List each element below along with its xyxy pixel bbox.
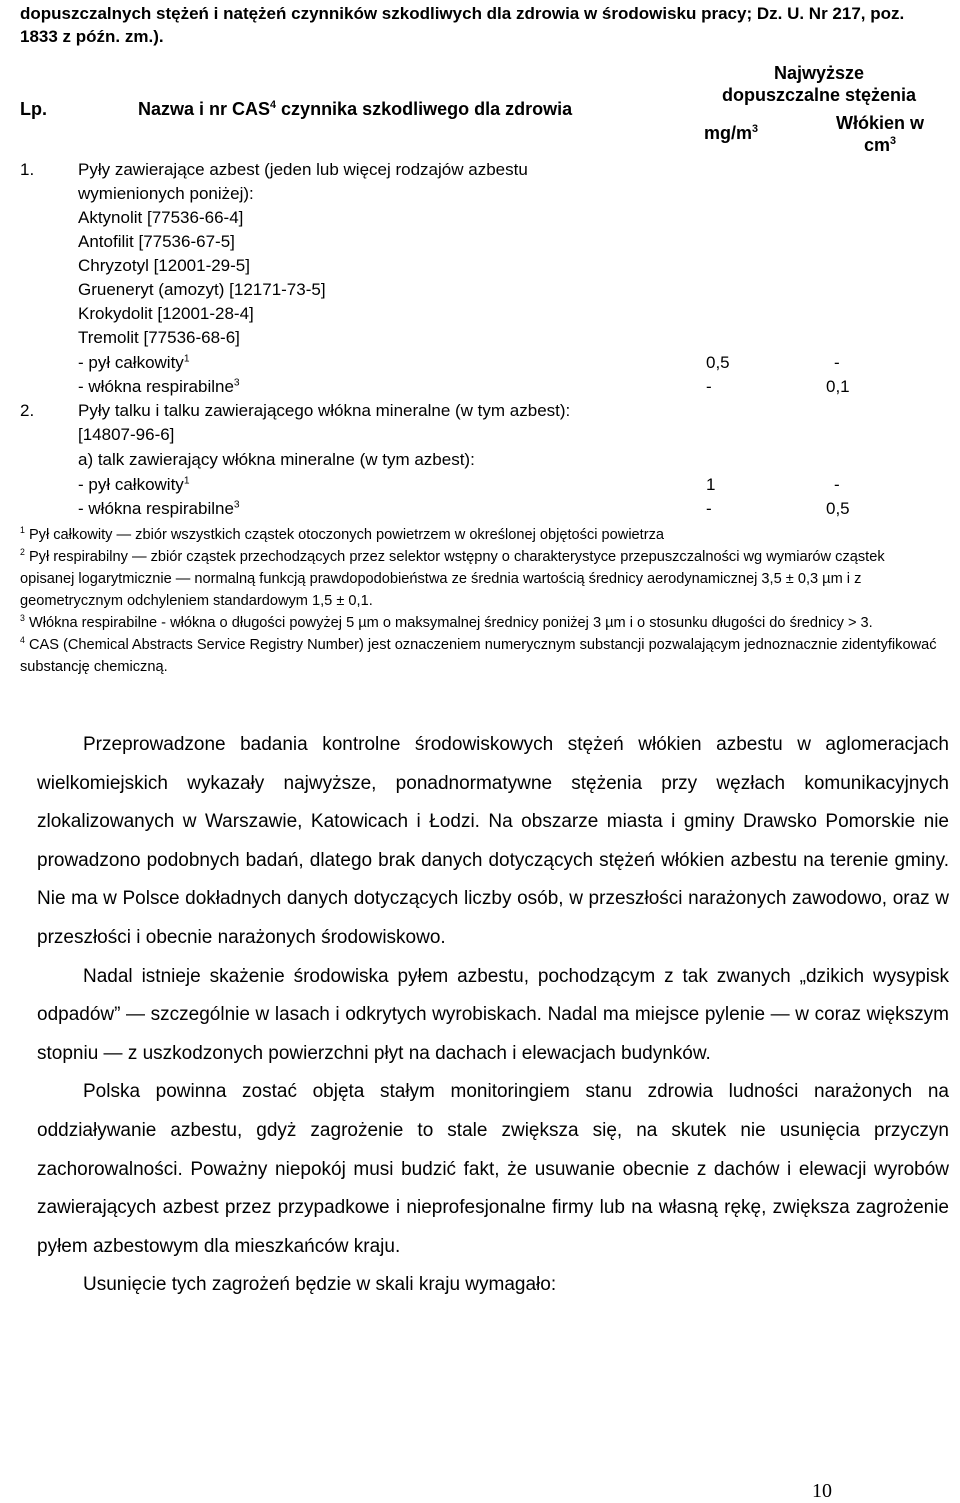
row1-sub1-mg: 0,5: [706, 353, 730, 372]
header-limits-line2: dopuszczalne stężenia: [721, 85, 917, 105]
header-lp: Lp.: [20, 99, 47, 119]
row1-sub2-fibers: 0,1: [826, 377, 850, 396]
row2-sub1-fibers: -: [834, 475, 840, 494]
row2-sub1-label: - pył całkowity$^1$: [78, 475, 190, 494]
row2-sub2-label: - włókna respirabilne$^3$: [78, 499, 240, 518]
row1-line: Antofilit [77536-67-5]: [78, 232, 235, 251]
footnote: $^1$ Pył całkowity — zbiór wszystkich cząstek otoczonych powietrzem w określonej objętości powietrza: [20, 525, 665, 543]
row1-line: Aktynolit [77536-66-4]: [78, 208, 244, 227]
header-limits-group: [688, 62, 950, 106]
row1-sub2-label: - włókna respirabilne$^3$: [78, 377, 240, 396]
paragraph: Usunięcie tych zagrożeń będzie w skali kraju wymagało:: [83, 1274, 557, 1296]
row2-line1: Pyły talku i talku zawierającego włókna mineralne (w tym azbest):: [78, 401, 571, 420]
row2-line2: [14807-96-6]: [78, 425, 175, 444]
row2-sub2-mg: -: [706, 499, 712, 518]
row1-line: Grueneryt (amozyt) [12171-73-5]: [78, 280, 326, 299]
header-fibers: Włókien w $cm^3$: [835, 113, 924, 155]
row1-line: wymienionych poniżej):: [78, 184, 254, 203]
footnote: $^3$ Włókna respirabilne - włókna o długości powyżej 5 µm o maksymalnej średnicy poniżej 3 µm i o stosunku długości do średnicy > 3.: [20, 613, 873, 631]
row1-line: Krokydolit [12001-28-4]: [78, 304, 254, 323]
row2-sub2-fibers: 0,5: [826, 499, 850, 518]
row1-line: Tremolit [77536-68-6]: [78, 328, 240, 347]
header-limits-line1: Najwyższe: [773, 63, 865, 83]
row1-line: Chryzotyl [12001-29-5]: [78, 256, 250, 275]
intro-text: dopuszczalnych stężeń i natężeń czynników szkodliwych dla zdrowia w środowisku pracy; Dz. U. Nr 217, poz. 1833 z późn. zm.).: [20, 4, 905, 46]
paragraph: Polska powinna zostać objęta stałym monitoringiem stanu zdrowia ludności narażonych na oddziaływanie azbestu, gdyż zagrożenie to stale zwiększa się, na skutek nie usunięcia przyczyn zachorowalności. Poważny niepokój musi budzić fakt, że usuwanie obecnie z dachów i elewacji wyrobów zawierających azbest przez przypadkowe i nieprofesjonalne firmy lub na własną rękę, zwiększa zagrożenie pyłem azbestowym dla mieszkańców kraju.: [37, 1081, 949, 1257]
page-number: 10: [812, 1480, 832, 1502]
row2-line3: a) talk zawierający włókna mineralne (w tym azbest):: [78, 450, 475, 469]
header-name: Nazwa i nr CAS$^4$ czynnika szkodliwego dla zdrowia: [138, 99, 573, 119]
paragraph: Nadal istnieje skażenie środowiska pyłem azbestu, pochodzącym z tak zwanych „dzikich wysypisk odpadów” — szczególnie w lasach i odkrytych wyrobiskach. Nadal ma miejsce pylenie — w coraz większym stopniu — z uszkodzonych powierzchni płyt na dachach i elewacjach budynków.: [37, 965, 949, 1064]
paragraph: Przeprowadzone badania kontrolne środowiskowych stężeń włókien azbestu w aglomeracjach wielkomiejskich wykazały najwyższe, ponadnormatywne stężenia przy węzłach komunikacyjnych zlokalizowanych w Warszawie, Katowicach i Łodzi. Na obszarze miasta i gminy Drawsko Pomorskie nie prowadzono podobnych badań, dlatego brak danych dotyczących stężeń włókien azbestu na terenie gminy. Nie ma w Polsce dokładnych danych dotyczących liczby osób, w przeszłości narażonych zawodowo, oraz w przeszłości i obecnie narażonych środowiskowo.: [37, 734, 949, 948]
footnote: $^4$ CAS (Chemical Abstracts Service Registry Number) jest oznaczeniem numerycznym substancji pozwalającym jednoznacznie zidentyfikować substancję chemiczną.: [20, 635, 937, 675]
body-text: [37, 726, 949, 1305]
footnotes: [20, 524, 940, 678]
header-mg: $mg/m^3$: [704, 123, 759, 143]
row2-sub1-mg: 1: [706, 475, 716, 494]
row2-number: 2.: [20, 401, 35, 420]
row1-number: 1.: [20, 160, 35, 179]
row1-sub2-mg: -: [706, 377, 712, 396]
row1-sub1-label: - pył całkowity$^1$: [78, 353, 190, 372]
footnote: $^2$ Pył respirabilny — zbiór cząstek przechodzących przez selektor wstępny o charakterystyce przepuszczalności wg wymiarów cząstek opisanej logarytmicznie — normalną funkcją prawdopodobieństwa ze średnia wartością średnicy aerodynamicznej 3,5 ± 0,3 µm i z geometrycznym odchyleniem standardowym 1,5 ± 0,1.: [20, 547, 885, 609]
row1-sub1-fibers: -: [834, 353, 840, 372]
row1-line: Pyły zawierające azbest (jeden lub więcej rodzajów azbestu: [78, 160, 528, 179]
